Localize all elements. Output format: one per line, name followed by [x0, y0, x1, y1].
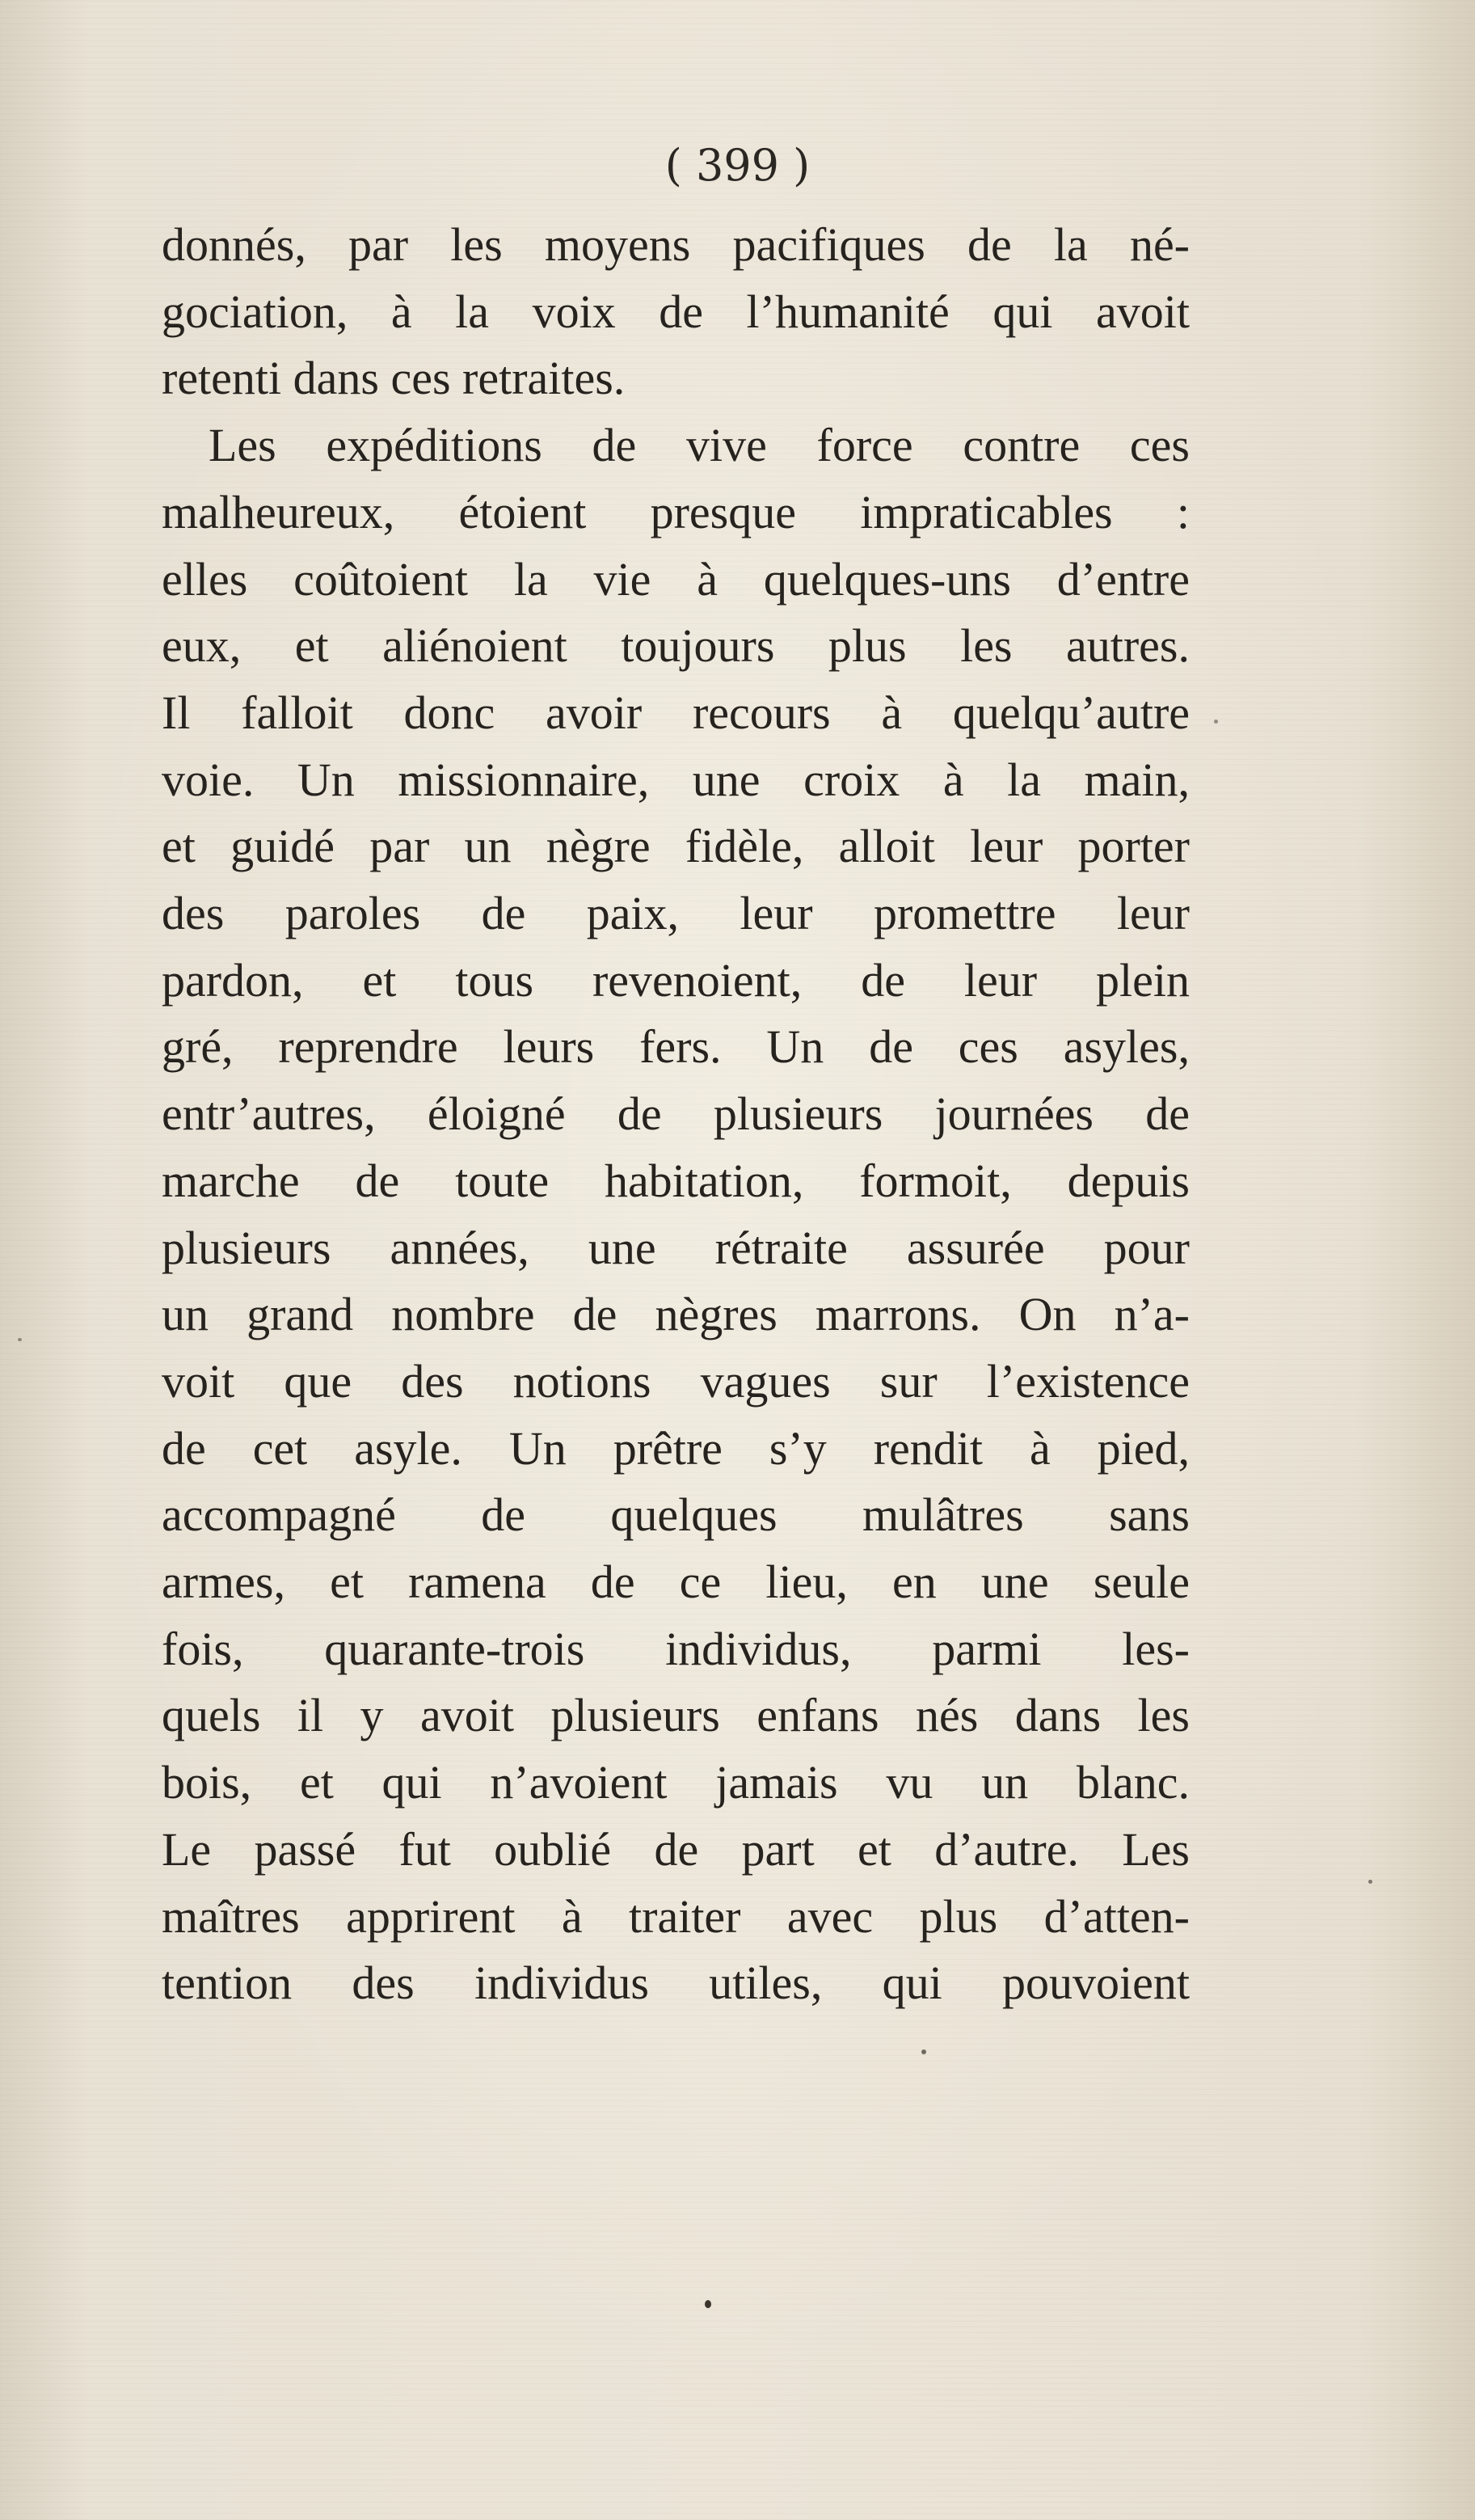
text-line: un grand nombre de nègres marrons. On n’a- [162, 1288, 1190, 1341]
text-line: eux, et aliénoient toujours plus les autres. [162, 619, 1190, 673]
paragraph-1 [162, 212, 1190, 412]
text-line: marche de toute habitation, formoit, depuis [162, 1154, 1190, 1207]
text-line: Le passé fut oublié de part et d’autre. Les [162, 1822, 1190, 1876]
paper-speck [1368, 1880, 1372, 1884]
text-line: retenti dans ces retraites. [162, 352, 626, 405]
text-line: gré, reprendre leurs fers. Un de ces asyles, [162, 1020, 1190, 1074]
text-line: quels il y avoit plusieurs enfans nés dans les [162, 1689, 1190, 1742]
text-line: pardon, et tous revenoient, de leur plein [162, 953, 1190, 1007]
text-line: Il falloit donc avoir recours à quelqu’autre [162, 686, 1190, 739]
text-line: entr’autres, éloigné de plusieurs journées de [162, 1087, 1190, 1141]
text-line: malheureux, étoient presque impraticables : [162, 485, 1190, 538]
text-line: voie. Un missionnaire, une croix à la main, [162, 753, 1190, 806]
paper-speck [1214, 720, 1218, 724]
text-line: tention des individus utiles, qui pouvoient [162, 1956, 1190, 2010]
text-line: des paroles de paix, leur promettre leur [162, 887, 1190, 940]
text-line: de cet asyle. Un prêtre s’y rendit à pied, [162, 1421, 1190, 1475]
text-line: voit que des notions vagues sur l’existence [162, 1354, 1190, 1408]
text-line: accompagné de quelques mulâtres sans [162, 1488, 1190, 1542]
text-line: armes, et ramena de ce lieu, en une seule [162, 1555, 1190, 1609]
paragraph-2 [162, 412, 1190, 2017]
text-line: plusieurs années, une rétraite assurée pour [162, 1221, 1190, 1274]
text-line: et guidé par un nègre fidèle, alloit leur porter [162, 820, 1190, 873]
body-text [162, 212, 1190, 2017]
text-line: gociation, à la voix de l’humanité qui avoit [162, 285, 1190, 338]
paper-speck [18, 1338, 22, 1341]
paper-speck [705, 2300, 711, 2308]
text-line: fois, quarante-trois individus, parmi les- [162, 1622, 1190, 1675]
text-line: donnés, par les moyens pacifiques de la né- [162, 218, 1190, 271]
page-number: ( 399 ) [664, 140, 811, 191]
text-line: Les expéditions de vive force contre ces [209, 419, 1190, 472]
text-line: elles coûtoient la vie à quelques-uns d’entre [162, 552, 1190, 606]
text-line: bois, et qui n’avoient jamais vu un blanc. [162, 1756, 1190, 1809]
paper-speck [921, 2049, 926, 2054]
text-line: maîtres apprirent à traiter avec plus d’atten- [162, 1889, 1190, 1943]
